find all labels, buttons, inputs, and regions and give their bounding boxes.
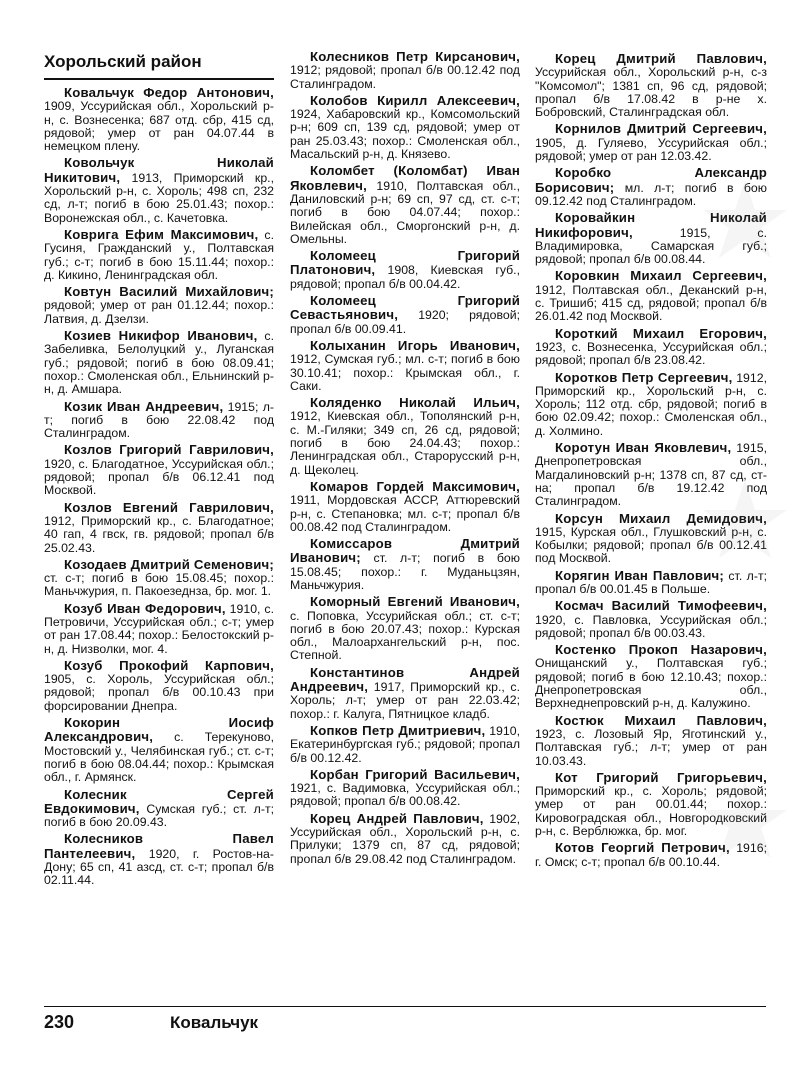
entry-name: Козуб Иван Федорович,: [64, 600, 226, 616]
entry: [535, 269, 767, 323]
entry: [290, 249, 520, 291]
entry-name: Кот Григорий Григорьевич,: [555, 769, 767, 785]
entry-name: Корбан Григорий Васильевич,: [310, 766, 520, 782]
entry-text: 1910, с. Петровичи, Уссурийская обл.; с-т; умер от ран 17.08.44; похор.: Белостокский р-н, д. Низволки, мог. 4.: [44, 601, 274, 656]
entry: [290, 94, 520, 161]
entry: [290, 339, 520, 393]
entry-text: 1924, Хабаровский кр., Комсомольский р-н; 609 сп, 139 сд, рядовой; умер от ран 25.03.43; похор.: Смоленская обл., Масальский р-н, д. Князево.: [290, 107, 520, 162]
entry: [535, 771, 767, 838]
entry-name: Коляденко Николай Ильич,: [310, 395, 520, 411]
entry-name: Комиссаров Дмитрий Иванович;: [290, 536, 520, 566]
entry-name: Ковригa Ефим Максимович,: [64, 226, 259, 242]
entry-text: 1915, Курская обл., Глушковский р-н, с. Кобылки; рядовой; пропал б/в 00.12.41 под Москвой.: [535, 524, 767, 566]
entry: [44, 501, 274, 555]
entry-text: 1915, Днепропетровская обл., Магдалиновский р-н; 1378 сп, 87 сд, ст-на; пропал б/в 19.12.42 под Сталинградом.: [535, 441, 767, 509]
entry-name: Котов Георгий Петрович,: [555, 840, 730, 856]
entry-name: Комаров Гордей Максимович,: [310, 478, 520, 494]
entry-text: мл. л-т; погиб в бою 09.12.42 под Сталинградом.: [535, 180, 767, 208]
entry-text: 1905, д. Гуляево, Уссурийская обл.; рядовой; умер от ран 12.03.42.: [535, 135, 767, 164]
entry-text: 1923, с. Вознесенка, Уссурийская обл.; рядовой; пропал б/в 23.08.42.: [535, 339, 767, 368]
entry-text: с. Поповка, Уссурийская обл.; ст. с-т; погиб в бою 20.07.43; похор.: Курская обл., Малоархангельский р-н, пос. Степной.: [290, 608, 520, 663]
entry-text: 1921, с. Вадимовка, Уссурийская обл.; рядовой; пропал б/в 00.08.42.: [290, 781, 520, 809]
entry-text: 1912, Приморский кр., Хорольский р-н, с. Хороль; 112 отд. сбр, рядовой; погиб в бою 02.09.42; похор.: Смоленская обл., д. Холмино.: [535, 370, 767, 438]
entry-name: Корец Андрей Павлович,: [310, 810, 484, 826]
entry-name: Коломбет (Коломбат) Иван Яковлевич,: [290, 163, 520, 193]
column-3: [535, 52, 767, 872]
entry-name: Коробко Александр Борисович;: [535, 165, 767, 195]
entry-text: 1902, Уссурийская обл., Хорольский р-н, с. Прилуки; 1379 сп, 87 сд, рядовой; пропал б/в 29.08.42 под Сталинградом.: [290, 811, 520, 866]
entry-text: Онищанский у., Полтавская губ.; рядовой; погиб в бою 12.10.43; похор.: Днепропетровская обл., Верхнеднепровский р-н, д. Калужино.: [535, 656, 767, 711]
entry-text: Сумская губ.; ст. л-т; погиб в бою 20.09.43.: [44, 801, 274, 830]
entry-text: Приморский кр., с. Хороль; рядовой; умер от ран 00.01.44; похор.: Кировоградская обл., Новгородковский р-н, с. Верблюжка, бр. мог.: [535, 784, 767, 839]
entry: [535, 211, 767, 266]
entry-name: Корягин Иван Павлович;: [555, 567, 724, 583]
entry: [290, 396, 520, 477]
entry-name: Корец Дмитрий Павлович,: [555, 51, 767, 66]
entry-name: Костюк Михаил Павлович,: [555, 712, 767, 728]
entry-name: Кокорин Иосиф Александрович,: [44, 715, 274, 745]
entry: [290, 537, 520, 592]
entry: [44, 659, 274, 713]
entry-name: Коротков Петр Сергеевич,: [555, 369, 733, 385]
entry-text: 1912, Приморский кр., с. Благодатное; 40 гап, 4 гвск, гв. рядовой; пропал б/в 25.02.43.: [44, 513, 274, 555]
footer-rule: [44, 1006, 766, 1007]
entry-text: рядовой; умер от ран 01.12.44; похор.: Латвия, д. Дзелзи.: [44, 298, 274, 326]
entry-name: Корнилов Дмитрий Сергеевич,: [555, 121, 767, 137]
entry-text: с. Гусиня, Гражданский у., Полтавская губ.; с-т; погиб в бою 15.11.44; похор.: д. Кикино, Ленинградская обл.: [44, 227, 274, 282]
entry: [535, 512, 767, 566]
entry-name: Коломеец Григорий Севастьянович,: [290, 293, 520, 323]
entry: [290, 480, 520, 534]
entry-text: с. Терекуново, Мостовский у., Челябинская губ.; ст. с-т; погиб в бою 08.04.44; похор.: Крымская обл., г. Армянск.: [44, 730, 274, 785]
entry-text: 1912, Киевская обл., Тополянский р-н, с. М.-Гиляки; 349 сп, 26 сд, рядовой; погиб в бою 24.04.43; похор.: Ленинградская обл., Старорусский р-н, д. Щеколец.: [290, 409, 520, 477]
entry-text: 1908, Киевская губ., рядовой; пропал б/в 00.04.42.: [290, 263, 520, 291]
entry-name: Козлов Григорий Гаврилович,: [64, 442, 274, 458]
entry-name: Коровайкин Николай Никифорович,: [535, 210, 767, 240]
entry-text: 1923, с. Лозовый Яр, Яготинский у., Полтавская губ.; л-т; умер от ран 10.03.43.: [535, 726, 767, 768]
entry: [290, 164, 520, 246]
entry-name: Ковальчук Федор Антонович,: [64, 85, 274, 100]
entry-text: ст. с-т; погиб в бою 15.08.45; похор.: Маньчжурия, п. Пакоезеднза, бр. мог. 1.: [44, 571, 274, 599]
entry-text: 1905, с. Хороль, Уссурийская обл.; рядовой; пропал б/в 00.10.43 при форсировании Днепра.: [44, 672, 274, 713]
entry: [290, 666, 520, 721]
entry-text: 1912, Полтавская обл., Деканский р-н, с. Тришиб; 415 сд, рядовой; пропал б/в 26.01.42 под Москвой.: [535, 282, 767, 324]
entry-name: Колесников Петр Кирсанович,: [310, 49, 520, 64]
entry: [535, 371, 767, 438]
column-1: [44, 86, 274, 891]
entry: [290, 294, 520, 336]
entry-name: Коломеец Григорий Платонович,: [290, 248, 520, 278]
entry-name: Козик Иван Андреевич,: [64, 398, 224, 414]
entry-name: Костенко Прокоп Назарович,: [555, 642, 767, 658]
section-title: Хорольский район: [44, 52, 274, 80]
column-2: [290, 50, 520, 869]
entry-text: 1916; г. Омск; с-т; пропал б/в 00.10.44.: [535, 841, 767, 869]
entry-text: ст. л-т; погиб в бою 15.08.45; похор.: г. Муданьцзян, Маньчжурия.: [290, 551, 520, 592]
entry-text: Уссурийская обл., Хорольский р-н, с-з "Комсомол"; 1381 сп, 96 сд, рядовой; пропал б/в 17.08.42 в р-не х. Бобровский, Сталинградская обл.: [535, 65, 767, 120]
entry-name: Корсун Михаил Демидович,: [555, 510, 767, 526]
entry-name: Копков Петр Дмитриевич,: [310, 722, 486, 738]
entry-text: 1912, Сумская губ.; мл. с-т; погиб в бою 30.10.41; похор.: Крымская обл., г. Саки.: [290, 352, 520, 393]
entry: [44, 86, 274, 153]
entry-text: 1913, Приморский кр., Хорольский р-н, с. Хороль; 498 сп, 232 сд, л-т; погиб в бою 25.01.43; похор.: Воронежская обл., с. Качетовка.: [44, 170, 274, 225]
entry-name: Коморный Евгений Иванович,: [310, 594, 520, 610]
entry-text: 1909, Уссурийская обл., Хорольский р-н, с. Вознесенка; 687 отд. сбр, 415 сд, рядовой; умер от ран 04.07.44 в немецком плену.: [44, 99, 274, 154]
entry: [44, 558, 274, 599]
entry: [44, 156, 274, 224]
entry: [44, 228, 274, 282]
entry-text: 1920, г. Ростов-на-Дону; 65 сп, 41 азсд, ст. с-т; пропал б/в 02.11.44.: [44, 846, 274, 888]
entry: [535, 441, 767, 508]
running-head: Ковальчук: [170, 1013, 259, 1032]
entry: [290, 768, 520, 809]
entry-name: Козиев Никифор Иванович,: [64, 328, 258, 344]
entry-name: Козлов Евгений Гаврилович,: [64, 499, 274, 515]
entry-text: 1911, Мордовская АССР, Аттюревский р-н, с. Степановка; мл. с-т; пропал б/в 00.08.42 под Сталинградом.: [290, 493, 520, 534]
entry-text: с. Забеливка, Белолуцкий у., Луганская губ.; рядовой; погиб в бою 08.09.41; похор.: Смоленская обл., Ельнинский р-н, д. Амшара.: [44, 329, 274, 397]
entry: [44, 443, 274, 497]
entry-name: Колобов Кирилл Алексеевич,: [310, 92, 520, 108]
entry: [535, 714, 767, 768]
entry-text: 1910, Екатеринбургская губ.; рядовой; пропал б/в 00.12.42.: [290, 723, 520, 765]
page-number: 230: [44, 1012, 75, 1032]
entry: [44, 788, 274, 830]
entry: [535, 327, 767, 368]
entry-text: 1917, Приморский кр., с. Хороль; л-т; умер от ран 22.03.42; похор.: г. Калуга, Пятницкое кладб.: [290, 680, 520, 721]
entry: [44, 400, 274, 441]
entry-name: Козуб Прокофий Карпович,: [64, 657, 274, 673]
entry: [535, 52, 767, 119]
entry: [290, 724, 520, 765]
entry: [44, 832, 274, 887]
entry-text: 1915, с. Владимировка, Самарская губ.; рядовой; пропал б/в 00.08.44.: [535, 225, 767, 267]
entry: [290, 50, 520, 91]
entry-name: Ковтун Василий Михайлович;: [64, 284, 274, 300]
entry-name: Колыханин Игорь Иванович,: [310, 337, 520, 353]
entry: [535, 122, 767, 163]
entry-name: Короткий Михаил Егорович,: [555, 325, 767, 341]
entry-text: 1920, с. Павловка, Уссурийская обл.; рядовой; пропал б/в 00.03.43.: [535, 612, 767, 640]
entry-text: 1912; рядовой; пропал б/в 00.12.42 под Сталинградом.: [290, 63, 520, 91]
entry: [535, 841, 767, 869]
entry-text: 1920; рядовой; пропал б/в 00.09.41.: [290, 308, 520, 336]
entry: [44, 285, 274, 326]
entry-name: Космач Василий Тимофеевич,: [555, 598, 767, 614]
entry-text: ст. л-т; пропал б/в 00.01.45 в Польше.: [535, 568, 767, 596]
entry-text: 1910, Полтавская обл., Даниловский р-н; 69 сп, 97 сд, ст. с-т; погиб в бою 04.07.44; похор.: Вилейская обл., Сморгонский р-н, д. Омельны.: [290, 178, 520, 246]
entry: [44, 602, 274, 656]
entry-name: Коровкин Михаил Сергеевич,: [555, 268, 767, 284]
entry: [44, 329, 274, 396]
entry-text: 1920, с. Благодатное, Уссурийская обл.; рядовой; пропал б/в 06.12.41 под Москвой.: [44, 456, 274, 498]
entry-name: Козодаев Дмитрий Семенович;: [64, 556, 274, 572]
entry: [44, 716, 274, 784]
entry-name: Коротун Иван Яковлевич,: [555, 440, 732, 456]
entry: [535, 599, 767, 640]
entry-name: Колесников Павел Пантелеевич,: [44, 831, 274, 861]
entry-name: Колесник Сергей Евдокимович,: [44, 786, 274, 816]
entry: [535, 569, 767, 597]
entry: [535, 643, 767, 710]
entry: [290, 812, 520, 866]
entry: [290, 595, 520, 662]
entry-name: Ковольчук Николай Никитович,: [44, 155, 274, 185]
entry-text: 1915; л-т; погиб в бою 22.08.42 под Сталинградом.: [44, 399, 274, 441]
entry-name: Константинов Андрей Андреевич,: [290, 664, 520, 695]
entry: [535, 166, 767, 208]
